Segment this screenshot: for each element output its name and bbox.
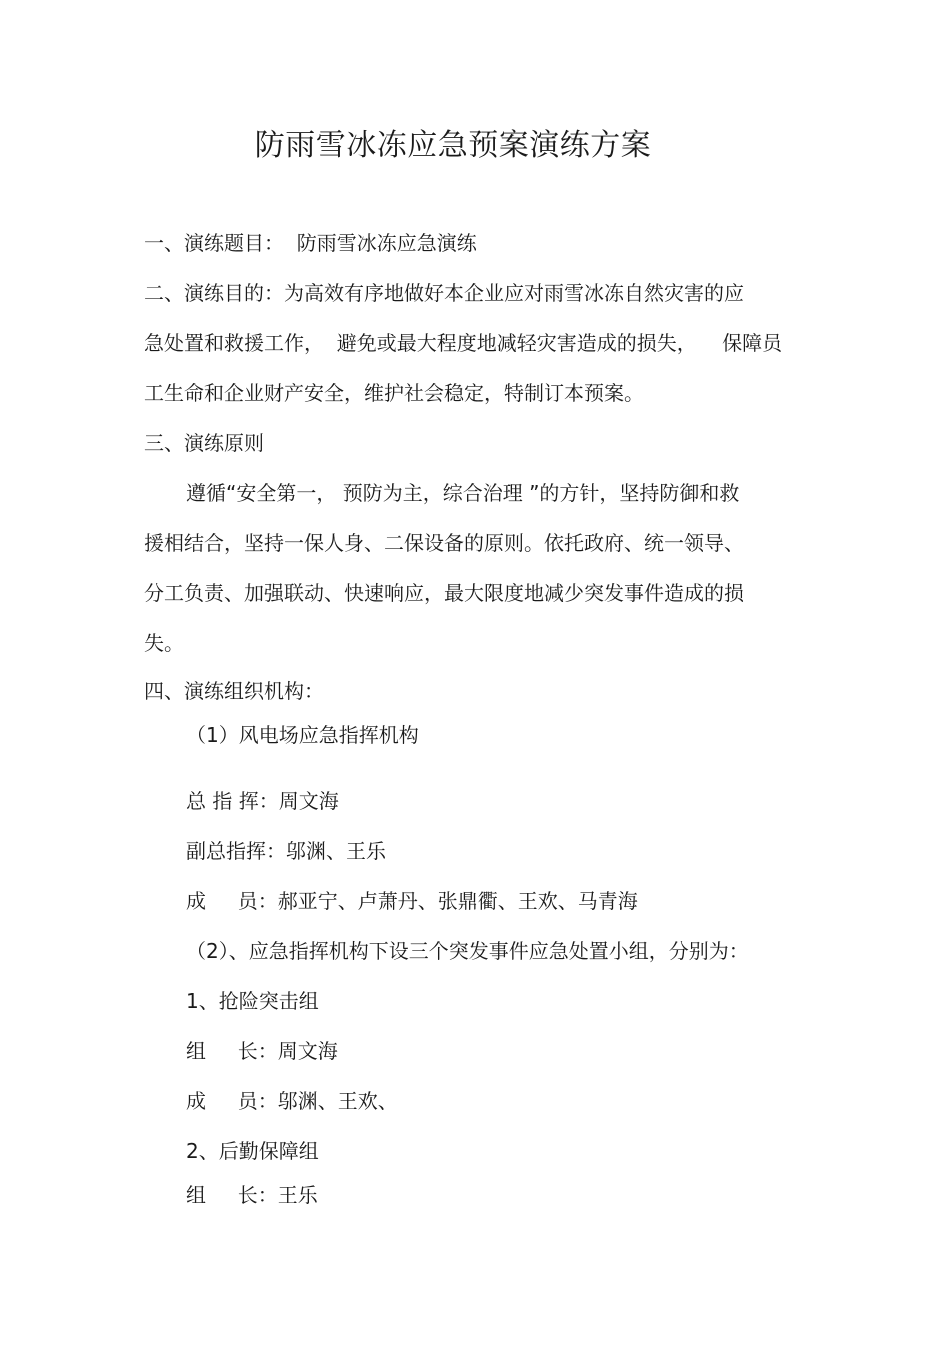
drill-purpose-line-3: 工生命和企业财产安全，维护社会稳定，特制订本预案。 [144, 381, 644, 405]
org-subheading-2: （2）、应急指挥机构下设三个突发事件应急处置小组，分别为： [186, 939, 749, 963]
group2-leader-line: 组 长：王乐 [186, 1183, 318, 1207]
group1-members-line: 成 员：邬渊、王欢、 [186, 1089, 398, 1113]
deputy-commander-line: 副总指挥：邬渊、王乐 [186, 839, 386, 863]
group1-heading: 1、抢险突击组 [186, 989, 319, 1013]
document-title: 防雨雪冰冻应急预案演练方案 [254, 128, 652, 163]
org-heading: 四、演练组织机构： [144, 679, 324, 703]
principle-heading: 三、演练原则 [144, 431, 264, 455]
principle-line-2: 援相结合，坚持一保人身、二保设备的原则。依托政府、统一领导、 [144, 531, 744, 555]
drill-purpose-line-1: 二、演练目的：为高效有序地做好本企业应对雨雪冰冻自然灾害的应 [144, 281, 744, 305]
commander-line: 总 指 挥：周文海 [186, 789, 339, 813]
members-line: 成 员：郝亚宁、卢萧丹、张鼎衢、王欢、马青海 [186, 889, 638, 913]
principle-line-3: 分工负责、加强联动、快速响应，最大限度地减少突发事件造成的损 [144, 581, 744, 605]
drill-topic: 一、演练题目： 防雨雪冰冻应急演练 [144, 231, 477, 255]
principle-line-1: 遵循“安全第一， 预防为主，综合治理 ”的方针，坚持防御和救 [186, 481, 740, 505]
group1-leader-line: 组 长：周文海 [186, 1039, 338, 1063]
org-subheading-1: （1）风电场应急指挥机构 [186, 723, 419, 747]
principle-line-4: 失。 [144, 631, 184, 655]
group2-heading: 2、后勤保障组 [186, 1139, 319, 1163]
drill-purpose-line-2: 急处置和救援工作， 避免或最大程度地减轻灾害造成的损失， 保障员 [144, 331, 783, 355]
